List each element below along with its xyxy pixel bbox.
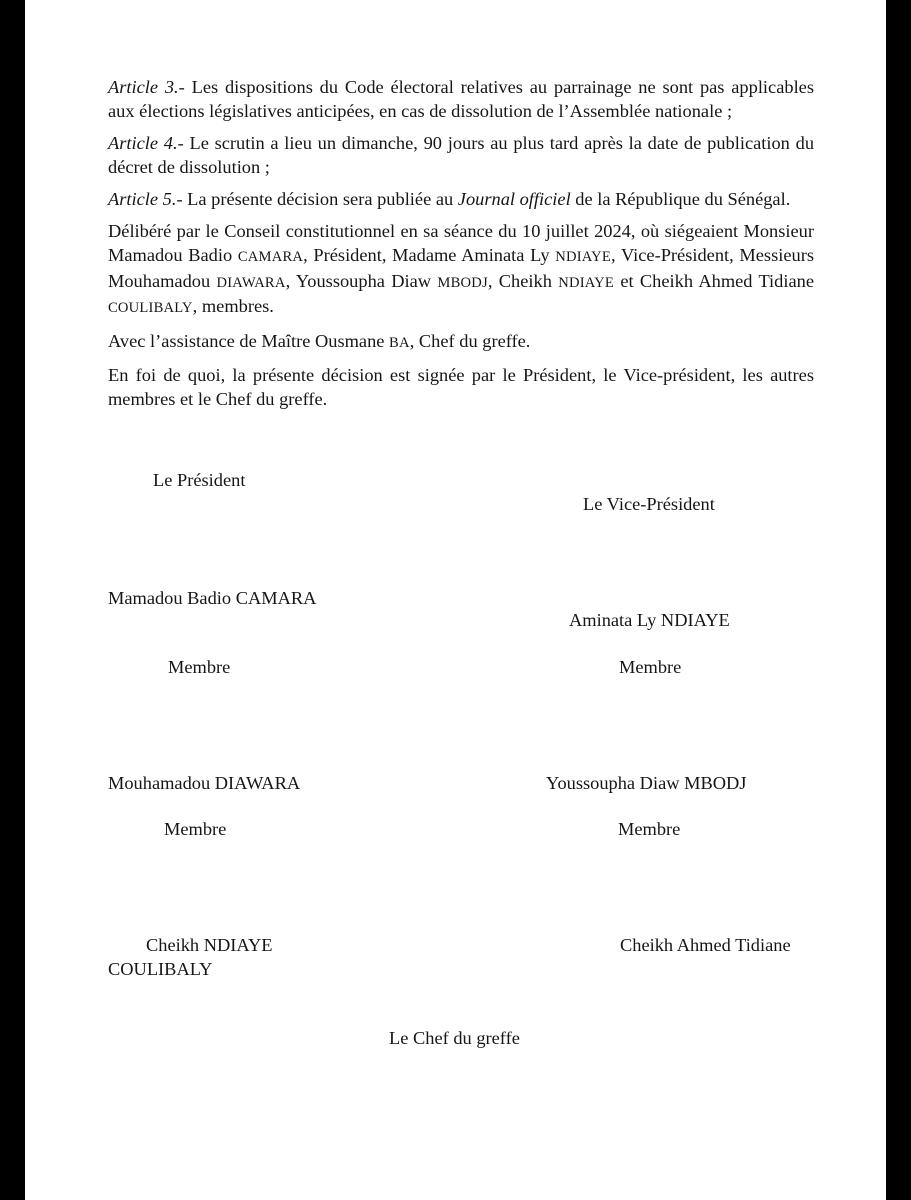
member-name-3-line1: Cheikh NDIAYE (146, 935, 273, 955)
member-name-3-line2: COULIBALY (108, 959, 213, 979)
document-body (108, 76, 814, 420)
article-3-text: - Les dispositions du Code électoral relatives au parrainage ne sont pas applicables aux élections législatives anticipées, en cas de dissolution de l’Assemblée nationale ; (108, 77, 814, 121)
assistance-paragraph (108, 330, 814, 356)
name-ba: BA (389, 334, 410, 351)
member-title-3: Membre (164, 819, 227, 839)
article-4-label: Article 4. (108, 133, 178, 153)
article-5-text-before: - La présente décision sera publiée au (176, 189, 458, 209)
closing-paragraph: En foi de quoi, la présente décision est signée par le Président, le Vice-président, les autres membres et le Chef du greffe. (108, 365, 814, 409)
article-5 (108, 188, 814, 212)
member-title-4: Membre (618, 819, 681, 839)
article-5-label: Article 5. (108, 189, 177, 209)
member-name-1: Mouhamadou DIAWARA (108, 773, 301, 793)
article-3 (108, 76, 814, 123)
vice-president-title: Le Vice-Président (583, 494, 715, 514)
name-mbodj: MBODJ (437, 274, 488, 291)
president-title: Le Président (153, 470, 246, 490)
assistance-before: Avec l’assistance de Maître Ousmane (108, 330, 390, 351)
deliberation-text-5: , Cheikh (487, 270, 559, 291)
vice-president-name: Aminata Ly NDIAYE (569, 610, 730, 630)
deliberation-text-6: et Cheikh Ahmed Tidiane (614, 270, 814, 291)
name-diawara: DIAWARA (216, 274, 286, 291)
name-ndiaye-2: NDIAYE (558, 274, 615, 291)
article-4-text: - Le scrutin a lieu un dimanche, 90 jours au plus tard après la date de publication du décret de dissolution ; (108, 133, 815, 177)
assistance-after: , Chef du greffe. (409, 330, 531, 351)
member-name-4: Cheikh Ahmed Tidiane (620, 935, 791, 955)
name-camara: CAMARA (237, 249, 304, 265)
name-ndiaye-1: NDIAYE (555, 249, 612, 265)
president-name: Mamadou Badio CAMARA (108, 588, 317, 608)
deliberation-text-2: , Président, Madame Aminata Ly (303, 245, 556, 265)
deliberation-text-4: , Youssoupha Diaw (285, 270, 438, 291)
deliberation-intro: Délibéré par le Conseil constitutionnel en sa séance du 10 juillet 2024, où siégeaient Monsieur Mamadou Badio (108, 221, 814, 265)
deliberation-text-3: , Vice-Président, Messieurs Mouhamadou (108, 245, 814, 291)
chef-greffe-title: Le Chef du greffe (389, 1028, 520, 1048)
document-page (25, 0, 886, 1200)
deliberation-text-7: , membres. (192, 296, 274, 317)
journal-officiel: Journal officiel (457, 189, 571, 209)
member-title-1: Membre (168, 657, 231, 677)
deliberation-paragraph (108, 220, 814, 321)
article-5-text-after: de la République du Sénégal. (570, 189, 791, 209)
article-3-label: Article 3. (108, 77, 179, 97)
article-4 (108, 132, 814, 179)
name-coulibaly: COULIBALY (108, 300, 193, 317)
member-name-2: Youssoupha Diaw MBODJ (546, 773, 747, 793)
member-title-2: Membre (619, 657, 682, 677)
